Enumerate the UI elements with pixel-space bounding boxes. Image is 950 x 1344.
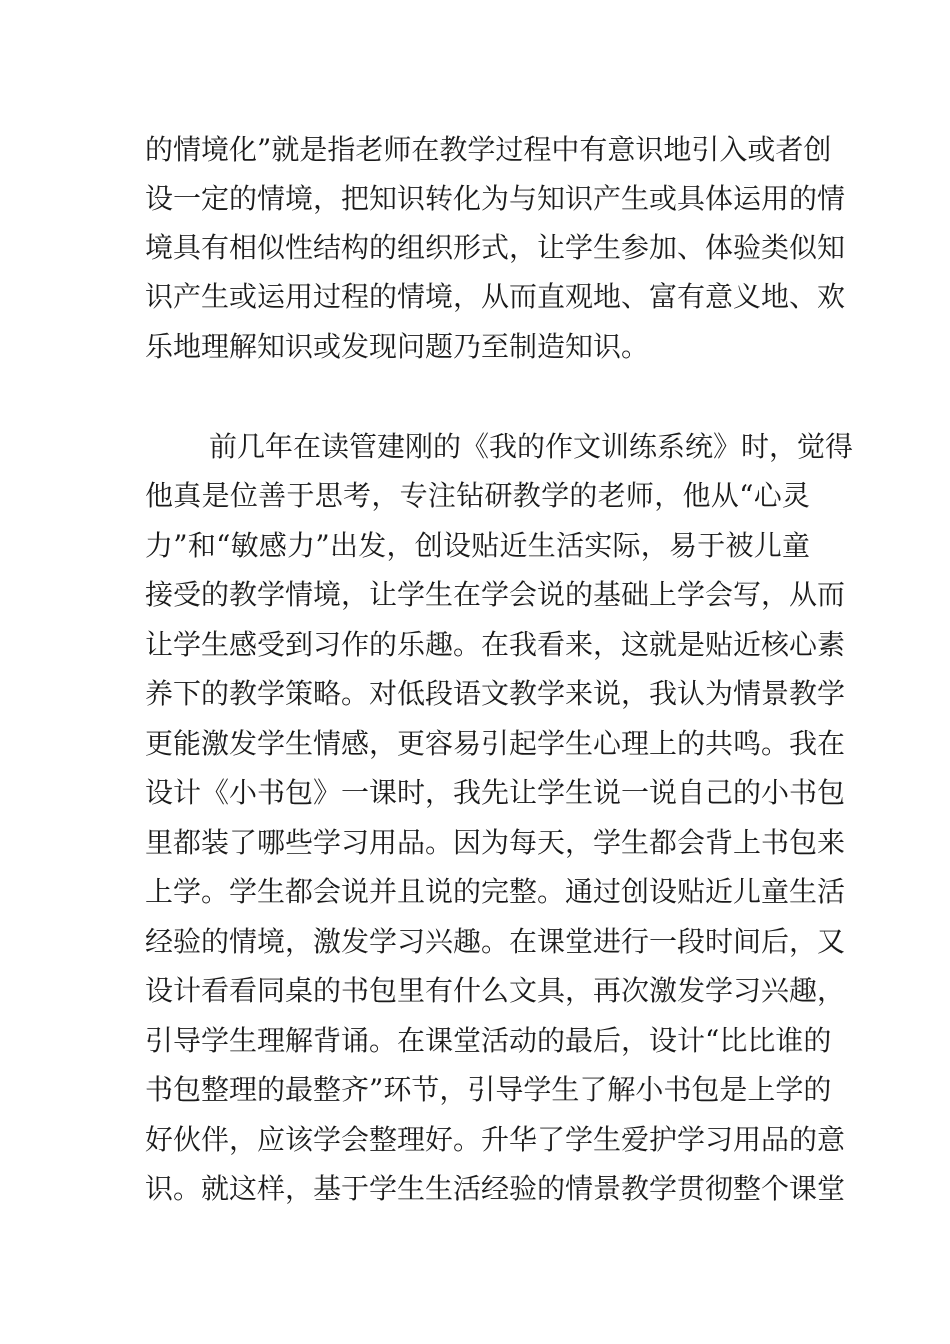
paragraph-line: 境具有相似性结构的组织形式，让学生参加、体验类似知 [145,231,846,264]
paragraph-line: 上学。学生都会说并且说的完整。通过创设贴近儿童生活 [145,875,846,908]
paragraph-line: 养下的教学策略。对低段语文教学来说，我认为情景教学 [145,677,846,710]
paragraph-line: 引导学生理解背诵。在课堂活动的最后，设计“比比谁的 [145,1024,832,1057]
paragraph-line: 书包整理的最整齐”环节，引导学生了解小书包是上学的 [145,1073,832,1106]
paragraph-line: 更能激发学生情感，更容易引起学生心理上的共鸣。我在 [145,727,846,760]
paragraph-line: 设计看看同桌的书包里有什么文具，再次激发学习兴趣， [145,974,846,1007]
paragraph-line: 设计《小书包》一课时，我先让学生说一说自己的小书包 [145,776,846,809]
paragraph-line: 让学生感受到习作的乐趣。在我看来，这就是贴近核心素 [145,628,846,661]
paragraph-line: 好伙伴，应该学会整理好。升华了学生爱护学习用品的意 [145,1123,846,1156]
paragraph-line: 经验的情境，激发学习兴趣。在课堂进行一段时间后，又 [145,925,846,958]
paragraph-line: 识。就这样，基于学生生活经验的情景教学贯彻整个课堂 [145,1172,846,1205]
paragraph-line: 的情境化”就是指老师在教学过程中有意识地引入或者创 [145,133,832,166]
paragraph-line: 识产生或运用过程的情境，从而直观地、富有意义地、欢 [145,280,846,313]
paragraph-line: 他真是位善于思考，专注钻研教学的老师，他从“心灵 [145,479,810,512]
paragraph-line: 乐地理解知识或发现问题乃至制造知识。 [145,330,650,363]
paragraph-line: 力”和“敏感力”出发，创设贴近生活实际，易于被儿童 [145,529,810,562]
paragraph-line: 设一定的情境，把知识转化为与知识产生或具体运用的情 [145,182,846,215]
paragraph-line: 前几年在读管建刚的《我的作文训练系统》时，觉得 [209,430,854,463]
paragraph-line: 接受的教学情境，让学生在学会说的基础上学会写，从而 [145,578,846,611]
paragraph-line: 里都装了哪些学习用品。因为每天，学生都会背上书包来 [145,826,846,859]
